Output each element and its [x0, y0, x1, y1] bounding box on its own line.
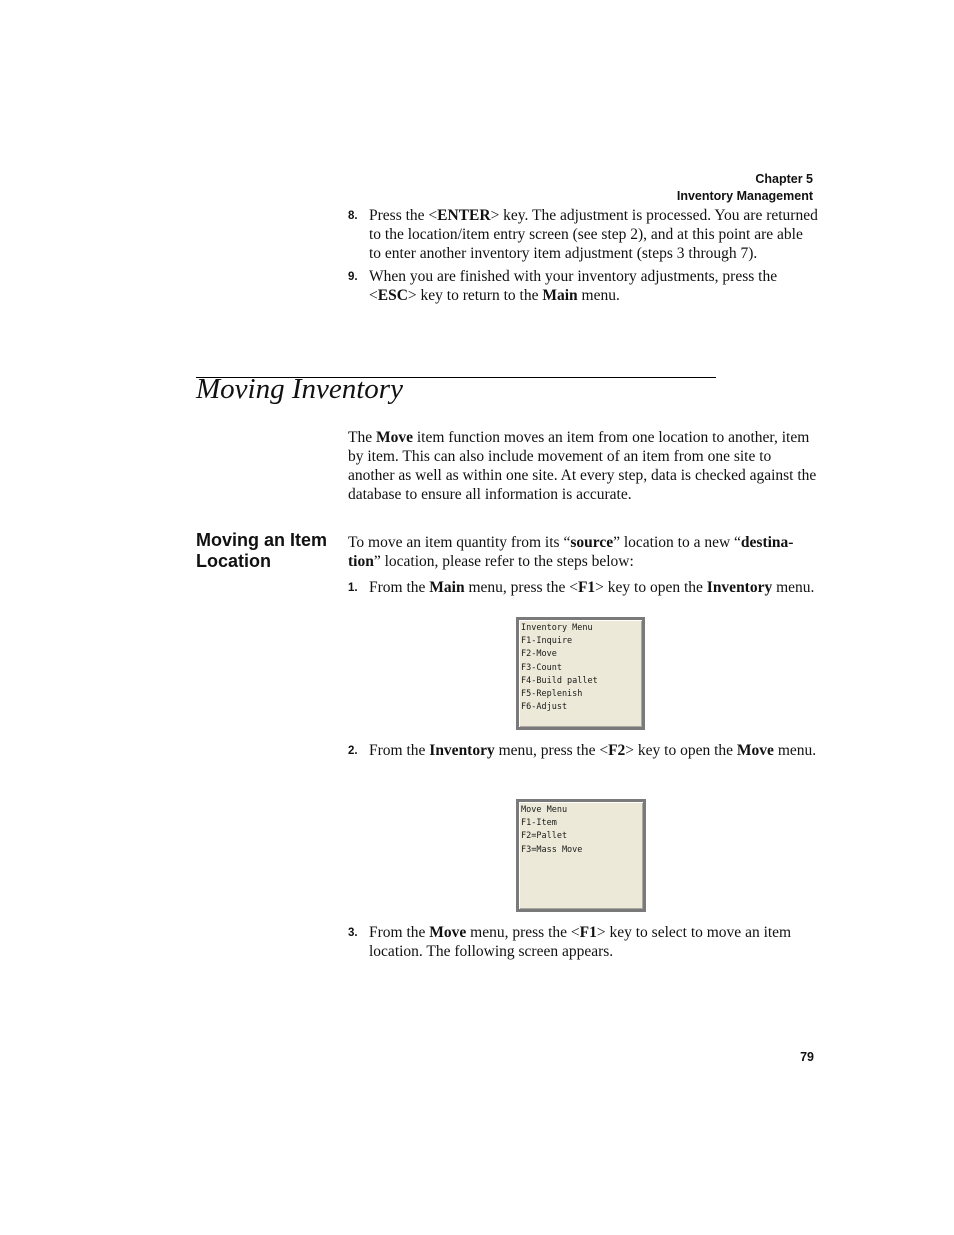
screen-line: F2=Pallet	[521, 831, 568, 842]
move-menu-screenshot	[516, 799, 646, 912]
section-title: Moving Inventory	[196, 373, 403, 405]
step-text: From the Main menu, press the <F1> key to open the Inventory menu.	[369, 579, 815, 596]
step-text: When you are finished with your inventory adjustments, press the <ESC> key to return to the Main menu.	[369, 268, 778, 304]
screen-line: F3-Count	[521, 662, 562, 673]
section-label: Inventory Management	[676, 189, 813, 203]
screen-line: F4-Build pallet	[521, 675, 598, 686]
screen-line: F1-Item	[521, 818, 557, 829]
screen-line: Inventory Menu	[521, 623, 593, 633]
subsection-intro: To move an item quantity from its “source” location to a new “destina-tion” location, please refer to the steps below:	[348, 534, 794, 570]
screen-line: Move Menu	[521, 805, 568, 815]
step-2	[348, 741, 818, 760]
inventory-menu-screenshot	[516, 617, 645, 730]
intro-paragraph: The Move item function moves an item from one location to another, item by item. This can also include movement of an item from one site to another as well as within one site. At every step, data is checked against the database to ensure all information is accurate.	[348, 429, 817, 503]
screen-line: F2-Move	[521, 649, 557, 660]
screen-line: F6-Adjust	[521, 702, 568, 713]
running-header	[677, 171, 813, 205]
subsection-title: Moving an Item Location	[196, 530, 328, 571]
step-text: Press the <ENTER> key. The adjustment is processed. You are returned to the location/item entry screen (see step 2), and at this point are able to enter another inventory item adjustment (steps 3 through 7).	[369, 207, 818, 262]
step-number: 9.	[348, 271, 358, 283]
screen-line: F3=Mass Move	[521, 844, 583, 855]
step-number: 1.	[348, 582, 358, 594]
chapter-label: Chapter 5	[755, 172, 813, 186]
page-number: 79	[800, 1050, 814, 1064]
step-1	[348, 578, 818, 597]
step-number: 8.	[348, 210, 358, 222]
step-9	[348, 267, 818, 305]
step-text: From the Move menu, press the <F1> key to select to move an item location. The following screen appears.	[369, 924, 792, 960]
step-number: 2.	[348, 745, 358, 757]
screen-line: F1-Inquire	[521, 636, 573, 647]
step-8	[348, 206, 818, 263]
step-3	[348, 923, 818, 961]
step-text: From the Inventory menu, press the <F2> key to open the Move menu.	[369, 742, 817, 759]
step-number: 3.	[348, 927, 358, 939]
screen-line: F5-Replenish	[521, 689, 583, 700]
